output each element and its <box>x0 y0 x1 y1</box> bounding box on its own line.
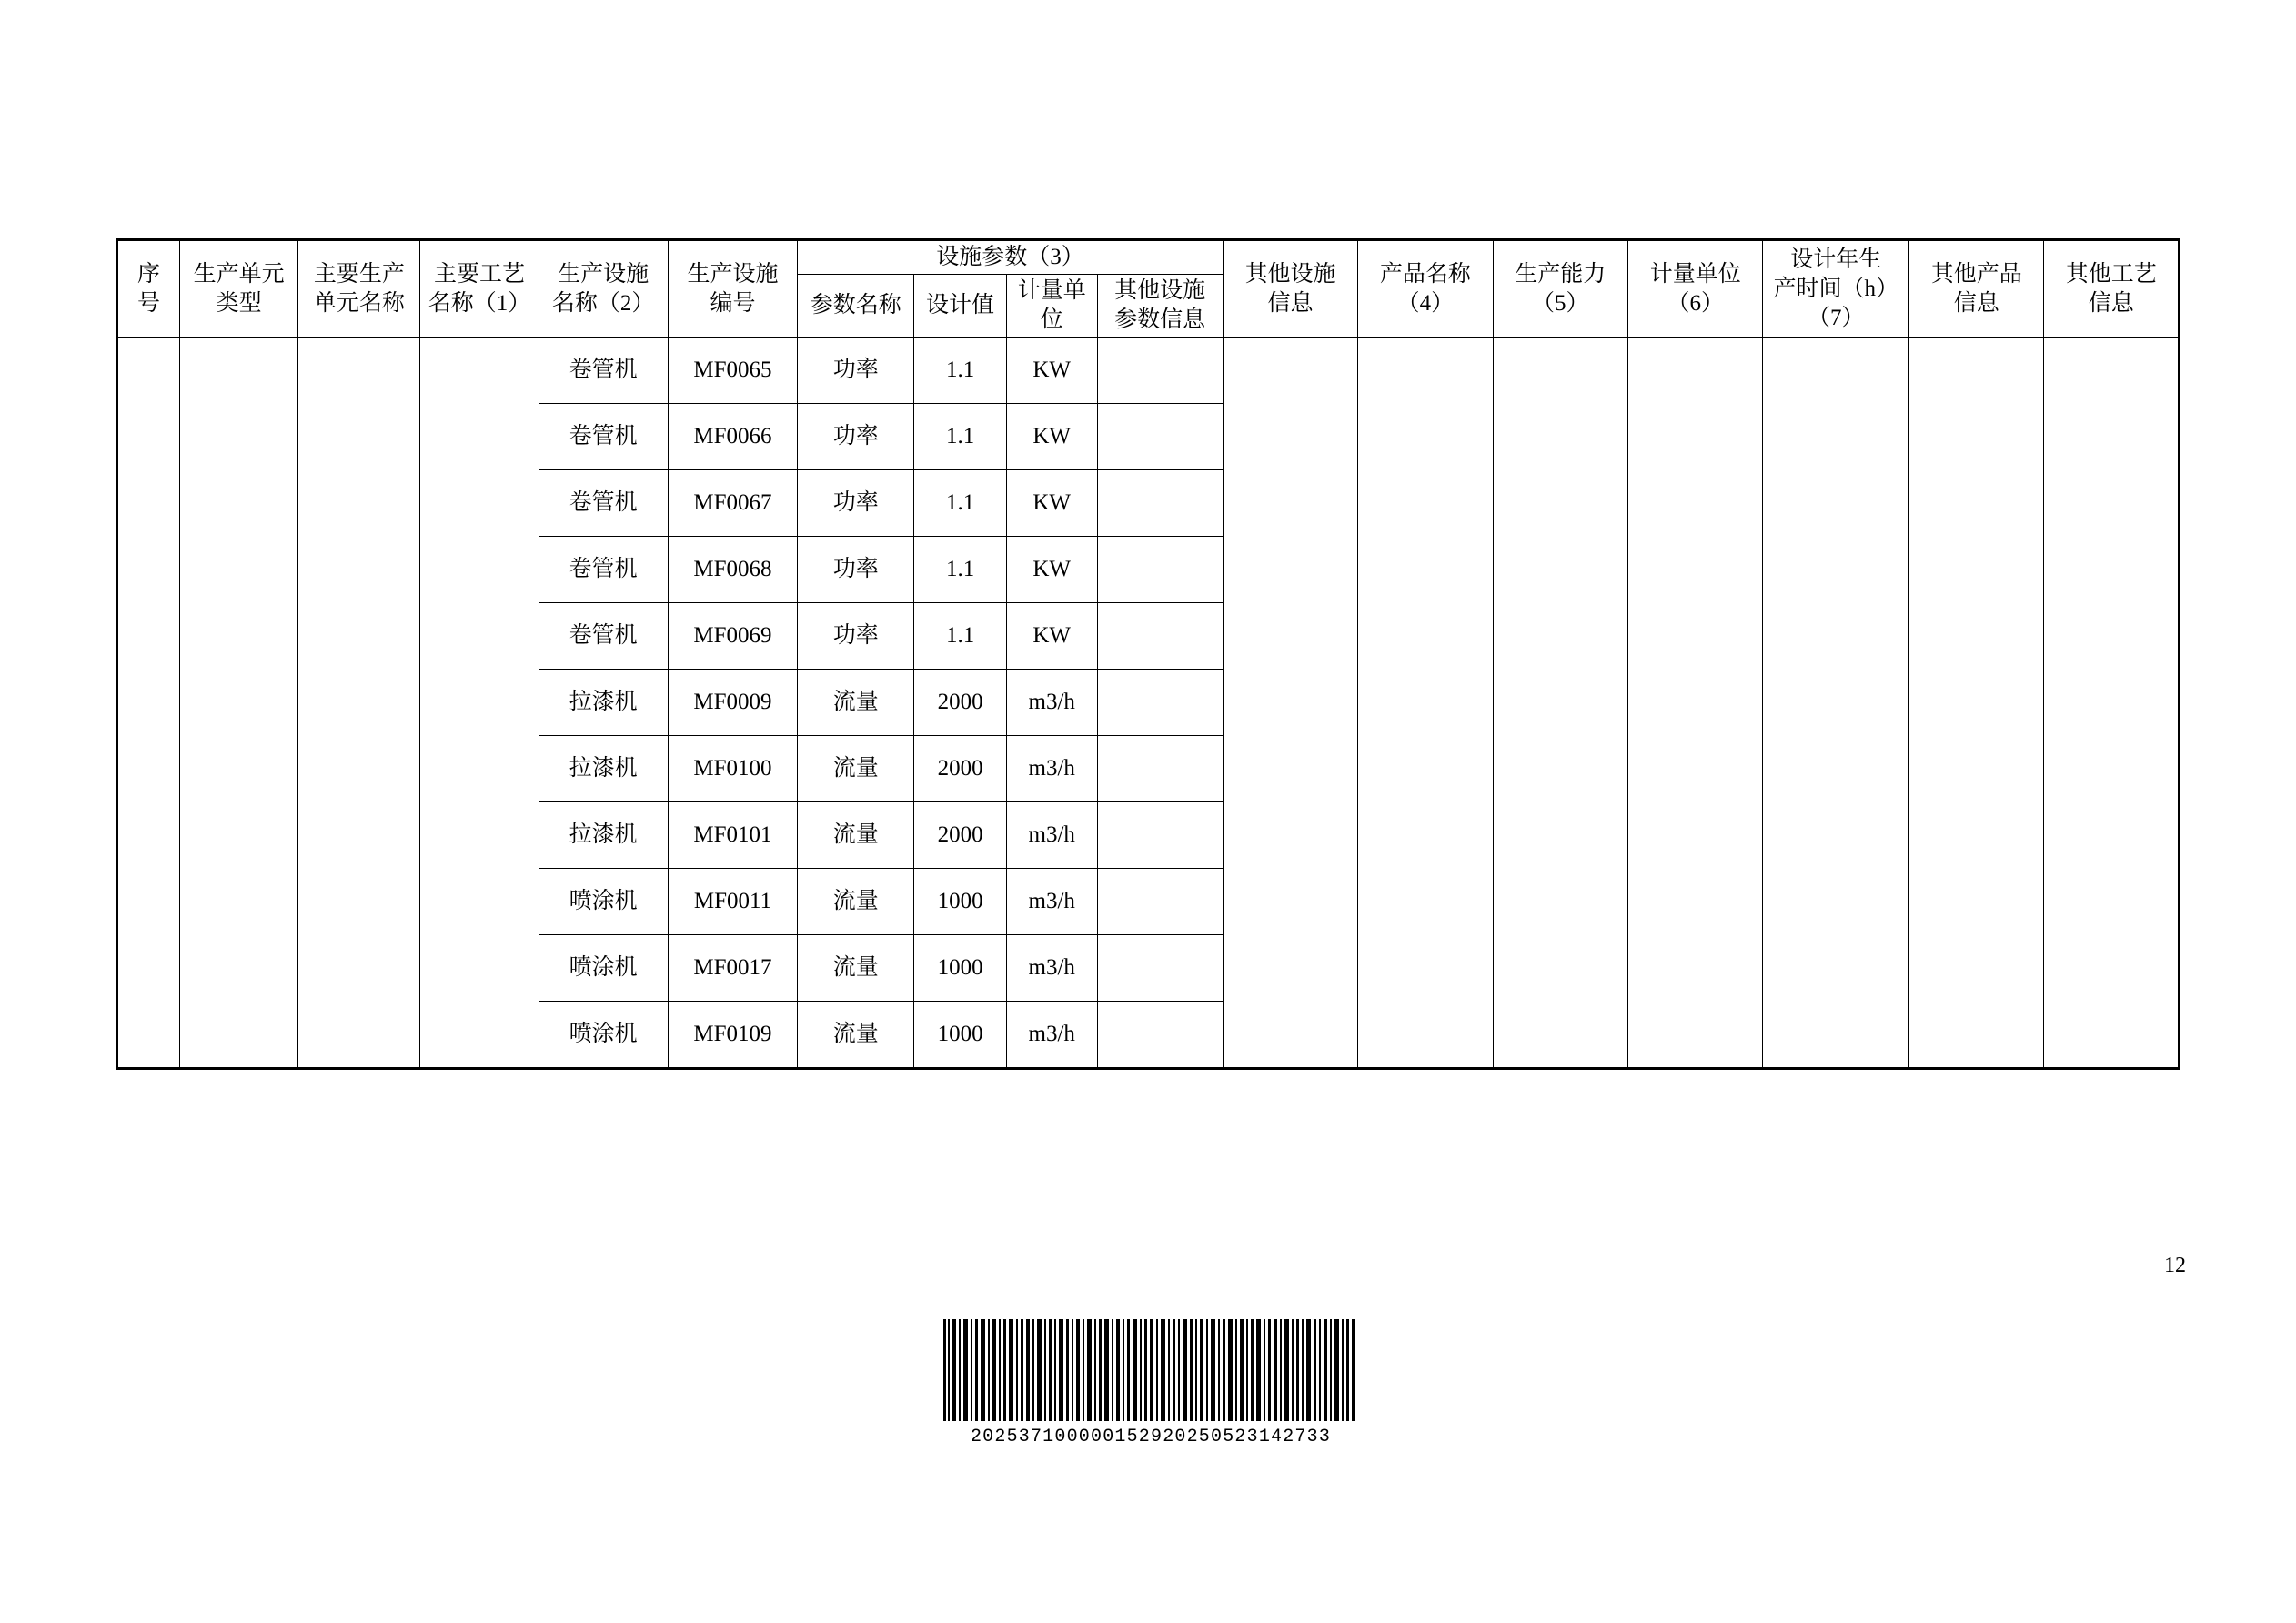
cell-facility-code: MF0068 <box>668 537 797 603</box>
cell-design-value: 1.1 <box>914 470 1007 537</box>
cell-facility-code: MF0109 <box>668 1002 797 1069</box>
cell-design-value: 1000 <box>914 935 1007 1002</box>
cell-design-value: 1.1 <box>914 603 1007 670</box>
cell-measure-unit: KW <box>1006 537 1097 603</box>
th-process-name: 主要工艺 名称（1） <box>420 240 539 338</box>
barcode-image <box>942 1319 1358 1421</box>
production-facility-table-wrap <box>116 238 2180 1070</box>
cell-design-value: 1000 <box>914 869 1007 935</box>
cell-other-facility-param-info <box>1097 470 1223 537</box>
cell-facility-name: 喷涂机 <box>539 1002 668 1069</box>
cell-other-facility-param-info <box>1097 869 1223 935</box>
cell-design-value: 1.1 <box>914 338 1007 404</box>
table-body <box>117 338 2180 1069</box>
cell-product-name <box>1358 338 1493 1069</box>
cell-param-name: 流量 <box>798 935 914 1002</box>
th-product-name: 产品名称 （4） <box>1358 240 1493 338</box>
cell-other-facility-param-info <box>1097 338 1223 404</box>
cell-measure-unit: KW <box>1006 404 1097 470</box>
cell-facility-name: 喷涂机 <box>539 935 668 1002</box>
cell-process-name <box>420 338 539 1069</box>
cell-param-name: 流量 <box>798 670 914 736</box>
cell-facility-code: MF0069 <box>668 603 797 670</box>
cell-seq <box>117 338 180 1069</box>
th-facility-params-group: 设施参数（3） <box>798 240 1224 275</box>
cell-other-facility-param-info <box>1097 802 1223 869</box>
cell-facility-code: MF0011 <box>668 869 797 935</box>
th-param-name: 参数名称 <box>798 275 914 338</box>
cell-unit-name <box>298 338 420 1069</box>
th-design-value: 设计值 <box>914 275 1007 338</box>
cell-facility-code: MF0101 <box>668 802 797 869</box>
cell-design-value: 1000 <box>914 1002 1007 1069</box>
cell-unit-type <box>180 338 298 1069</box>
cell-other-facility-param-info <box>1097 935 1223 1002</box>
cell-param-name: 流量 <box>798 736 914 802</box>
th-other-facility-param-info: 其他设施 参数信息 <box>1097 275 1223 338</box>
cell-design-value: 1.1 <box>914 537 1007 603</box>
cell-design-annual-time <box>1763 338 1909 1069</box>
cell-facility-code: MF0017 <box>668 935 797 1002</box>
th-unit-name: 主要生产 单元名称 <box>298 240 420 338</box>
cell-measure-unit: m3/h <box>1006 935 1097 1002</box>
th-unit-type: 生产单元 类型 <box>180 240 298 338</box>
th-measure-unit: 计量单 位 <box>1006 275 1097 338</box>
cell-facility-name: 喷涂机 <box>539 869 668 935</box>
th-other-facility-info: 其他设施 信息 <box>1223 240 1357 338</box>
cell-other-facility-param-info <box>1097 603 1223 670</box>
cell-facility-code: MF0009 <box>668 670 797 736</box>
cell-facility-name: 卷管机 <box>539 338 668 404</box>
cell-measure-unit: KW <box>1006 470 1097 537</box>
cell-other-facility-param-info <box>1097 670 1223 736</box>
cell-facility-name: 卷管机 <box>539 470 668 537</box>
cell-facility-code: MF0065 <box>668 338 797 404</box>
page-number: 12 <box>2164 1254 2186 1277</box>
cell-facility-name: 卷管机 <box>539 537 668 603</box>
cell-measure-unit: KW <box>1006 338 1097 404</box>
table-header <box>117 240 2180 338</box>
cell-measure-unit: m3/h <box>1006 736 1097 802</box>
cell-design-value: 2000 <box>914 802 1007 869</box>
barcode-number: 202537100000152920250523142733 <box>970 1426 1332 1447</box>
cell-param-name: 流量 <box>798 802 914 869</box>
cell-design-value: 2000 <box>914 670 1007 736</box>
cell-measurement-unit <box>1628 338 1763 1069</box>
cell-facility-name: 拉漆机 <box>539 670 668 736</box>
cell-facility-name: 拉漆机 <box>539 736 668 802</box>
th-design-annual-time: 设计年生 产时间（h） （7） <box>1763 240 1909 338</box>
th-facility-name: 生产设施 名称（2） <box>539 240 668 338</box>
production-facility-table <box>116 238 2180 1070</box>
barcode-area <box>942 1319 1360 1447</box>
cell-measure-unit: m3/h <box>1006 670 1097 736</box>
cell-param-name: 功率 <box>798 537 914 603</box>
cell-other-facility-param-info <box>1097 736 1223 802</box>
cell-facility-code: MF0067 <box>668 470 797 537</box>
th-production-capacity: 生产能力 （5） <box>1493 240 1627 338</box>
th-other-product-info: 其他产品 信息 <box>1909 240 2044 338</box>
th-measurement-unit: 计量单位 （6） <box>1628 240 1763 338</box>
cell-facility-name: 卷管机 <box>539 603 668 670</box>
cell-design-value: 1.1 <box>914 404 1007 470</box>
cell-other-facility-info <box>1223 338 1357 1069</box>
cell-facility-name: 卷管机 <box>539 404 668 470</box>
cell-measure-unit: m3/h <box>1006 1002 1097 1069</box>
th-facility-code: 生产设施 编号 <box>668 240 797 338</box>
cell-facility-code: MF0100 <box>668 736 797 802</box>
cell-param-name: 流量 <box>798 869 914 935</box>
cell-measure-unit: m3/h <box>1006 869 1097 935</box>
cell-other-facility-param-info <box>1097 537 1223 603</box>
table-header-row-1 <box>117 240 2180 275</box>
th-seq: 序 号 <box>117 240 180 338</box>
cell-param-name: 功率 <box>798 404 914 470</box>
table-row <box>117 338 2180 404</box>
cell-other-facility-param-info <box>1097 1002 1223 1069</box>
cell-other-process-info <box>2044 338 2180 1069</box>
cell-facility-code: MF0066 <box>668 404 797 470</box>
cell-param-name: 功率 <box>798 470 914 537</box>
cell-param-name: 功率 <box>798 338 914 404</box>
cell-design-value: 2000 <box>914 736 1007 802</box>
cell-production-capacity <box>1493 338 1627 1069</box>
th-other-process-info: 其他工艺 信息 <box>2044 240 2180 338</box>
cell-param-name: 功率 <box>798 603 914 670</box>
cell-other-product-info <box>1909 338 2044 1069</box>
cell-measure-unit: KW <box>1006 603 1097 670</box>
cell-measure-unit: m3/h <box>1006 802 1097 869</box>
cell-facility-name: 拉漆机 <box>539 802 668 869</box>
cell-other-facility-param-info <box>1097 404 1223 470</box>
cell-param-name: 流量 <box>798 1002 914 1069</box>
